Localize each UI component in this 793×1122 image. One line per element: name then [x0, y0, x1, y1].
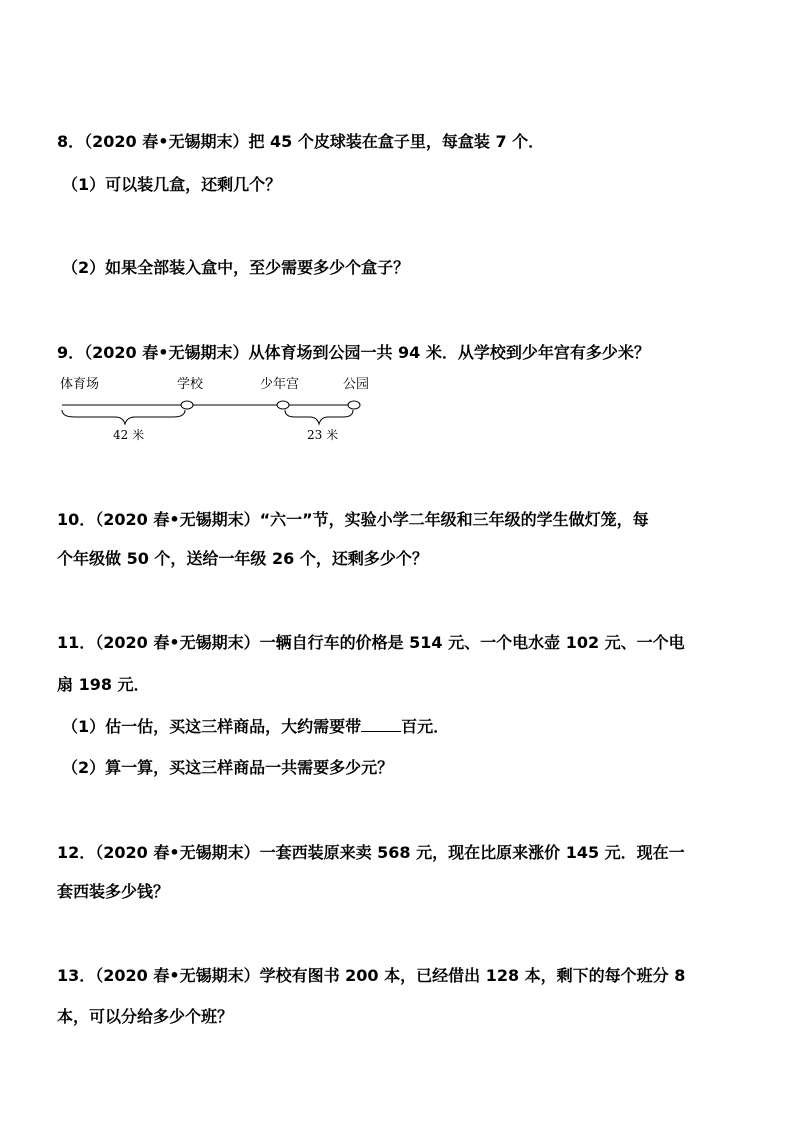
- brace-label-42: 42 米: [113, 428, 145, 442]
- brace-label-23: 23 米: [307, 428, 339, 442]
- school-point: [181, 401, 193, 409]
- label-stadium: 体育场: [60, 377, 100, 392]
- label-park: 公园: [343, 377, 370, 392]
- q8-stem: 8．（2020 春•无锡期末）把 45 个皮球装在盒子里，每盒装 7 个．: [57, 132, 545, 151]
- q11-part1-after: 百元．: [401, 717, 450, 736]
- q11-line1: 11．（2020 春•无锡期末）一辆自行车的价格是 514 元、一个电水壶 102 元、一个电: [57, 633, 685, 652]
- q12-line2: 套西装多少钱？: [57, 882, 170, 901]
- answer-blank[interactable]: [361, 717, 401, 732]
- brace-youth-palace-park: [285, 410, 353, 424]
- park-point: [348, 401, 360, 409]
- q11-line2: 扇 198 元．: [57, 675, 150, 694]
- brace-stadium-school: [62, 410, 185, 424]
- q9-stem: 9．（2020 春•无锡期末）从体育场到公园一共 94 米．从学校到少年宫有多少米？: [57, 343, 650, 362]
- label-school: 学校: [177, 377, 204, 392]
- q11-part1: [62, 716, 449, 738]
- q8-part1: （1）可以装几盒，还剩几个？: [62, 175, 282, 194]
- distance-line-diagram: [55, 370, 395, 450]
- q10-line1: 10．（2020 春•无锡期末）“六一”节，实验小学二年级和三年级的学生做灯笼，每: [57, 510, 649, 529]
- youth-palace-point: [277, 401, 289, 409]
- q11-part2: （2）算一算，买这三样商品一共需要多少元？: [62, 758, 394, 777]
- q10-line2: 个年级做 50 个，送给一年级 26 个，还剩多少个？: [57, 549, 428, 568]
- q8-part2: （2）如果全部装入盒中，至少需要多少个盒子？: [62, 258, 410, 277]
- q13-line2: 本，可以分给多少个班？: [57, 1007, 234, 1026]
- q11-part1-before: （1）估一估，买这三样商品，大约需要带: [62, 717, 362, 736]
- q13-line1: 13．（2020 春•无锡期末）学校有图书 200 本，已经借出 128 本，剩下的每个班分 8: [57, 966, 686, 985]
- q12-line1: 12．（2020 春•无锡期末）一套西装原来卖 568 元，现在比原来涨价 145 元．现在一: [57, 843, 685, 862]
- label-youth-palace: 少年宫: [260, 377, 300, 392]
